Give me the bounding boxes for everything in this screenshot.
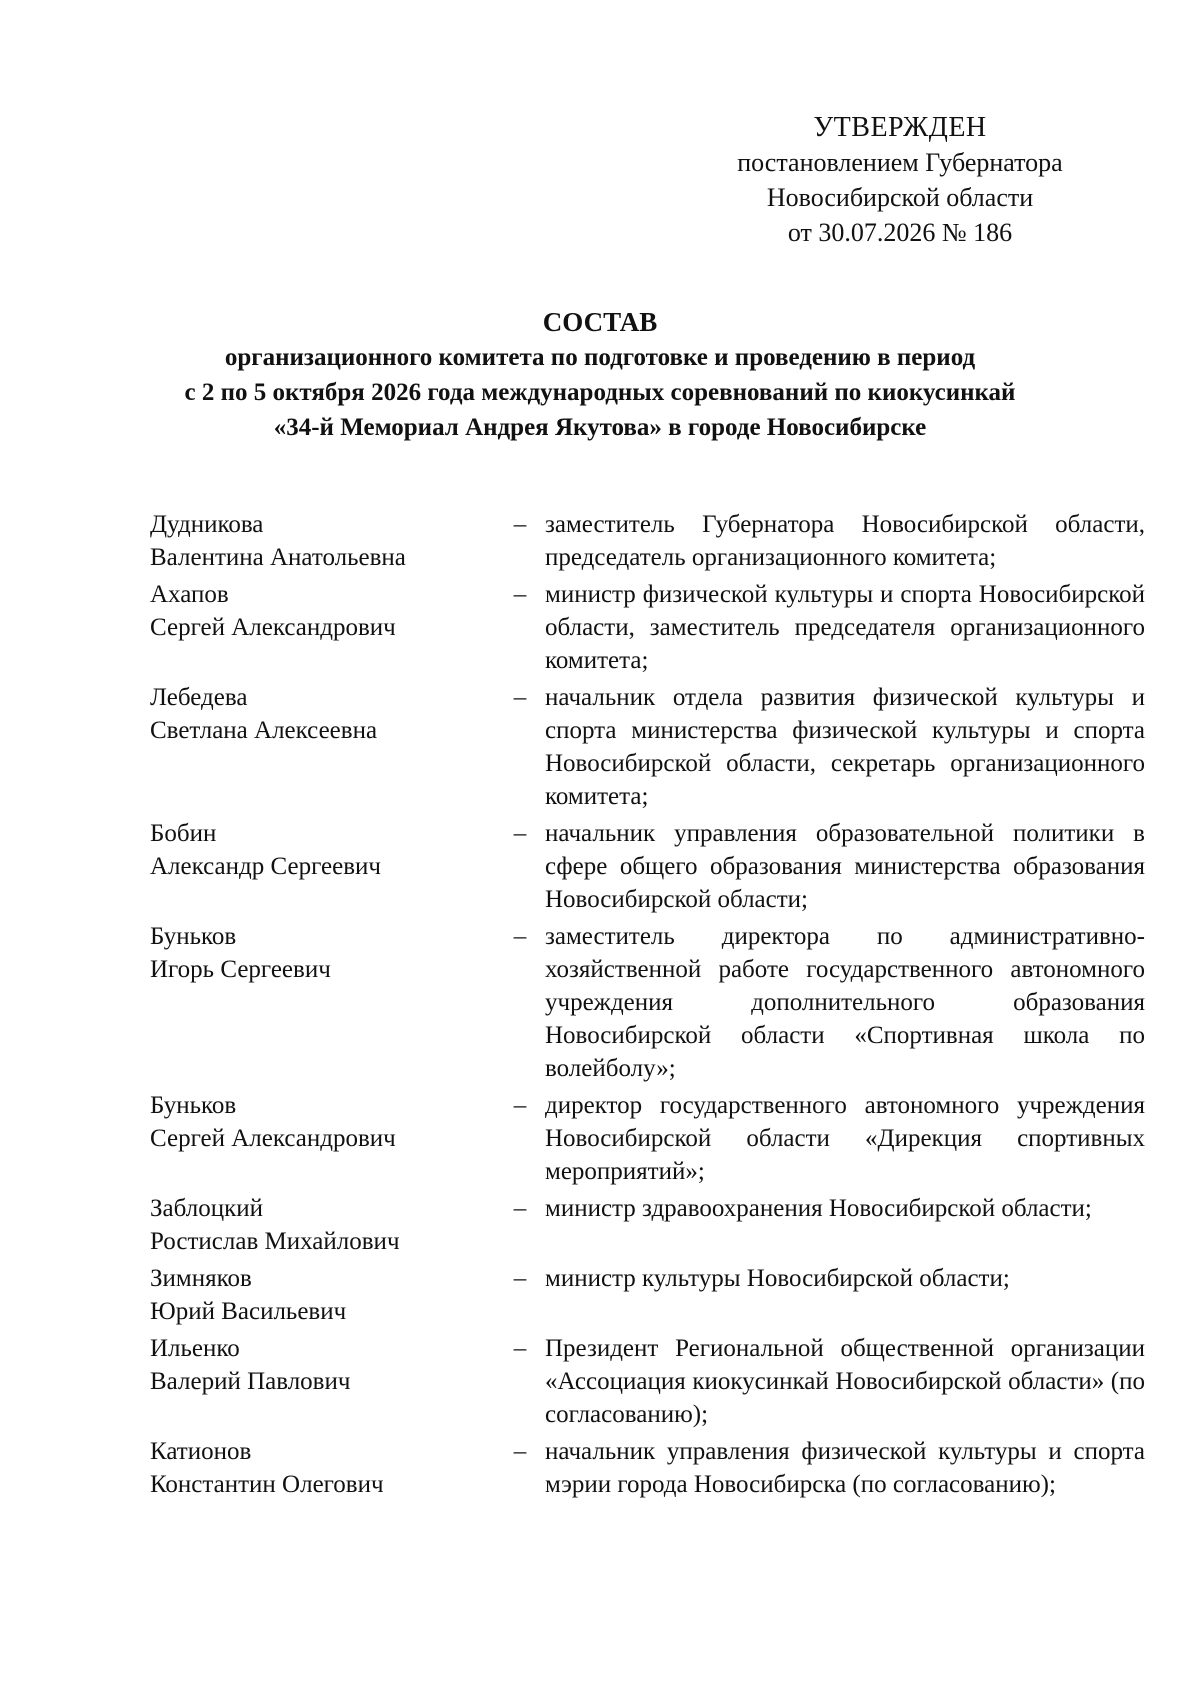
- member-row: [150, 1262, 1140, 1328]
- member-given-names: Ростислав Михайлович: [150, 1228, 400, 1255]
- member-surname: Зимняков: [150, 1265, 252, 1292]
- member-role: министр физической культуры и спорта Новосибирской области, заместитель председателя организационного комитета;: [545, 581, 1145, 674]
- member-name: [150, 1332, 495, 1431]
- member-row: [150, 817, 1145, 916]
- member-role: заместитель директора по административно-хозяйственной работе государственного автономного учреждения дополнительного образования Новосибирской области «Спортивная школа по волейболу»;: [545, 923, 1145, 1082]
- member-dash: –: [513, 511, 527, 538]
- member-role: Президент Региональной общественной организации «Ассоциация киокусинкай Новосибирской области» (по согласованию);: [545, 1335, 1145, 1428]
- member-given-names: Сергей Александрович: [150, 1125, 396, 1152]
- member-surname: Заблоцкий: [150, 1195, 263, 1222]
- member-dash: –: [513, 1195, 527, 1222]
- member-name: [150, 1192, 495, 1258]
- member-role: министр здравоохранения Новосибирской области;: [545, 1195, 1092, 1222]
- member-list: [150, 508, 1145, 1505]
- approval-line-2: Новосибирской области: [766, 183, 1034, 212]
- member-surname: Бобин: [150, 820, 217, 847]
- member-surname: Дудникова: [150, 511, 264, 538]
- member-row: [150, 508, 1145, 574]
- member-dash: –: [513, 1265, 527, 1292]
- member-name: [150, 508, 495, 574]
- member-row: [150, 1089, 1145, 1188]
- member-surname: Катионов: [150, 1438, 252, 1465]
- member-surname: Ахапов: [150, 581, 229, 608]
- member-role: министр культуры Новосибирской области;: [545, 1265, 1010, 1292]
- member-row: [150, 1435, 1145, 1501]
- member-given-names: Юрий Васильевич: [150, 1298, 347, 1325]
- member-row: [150, 1192, 1140, 1258]
- member-surname: Ильенко: [150, 1335, 240, 1362]
- member-given-names: Светлана Алексеевна: [150, 717, 378, 744]
- member-name: [150, 1089, 495, 1188]
- member-surname: Буньков: [150, 923, 237, 950]
- document-heading: [100, 305, 1100, 445]
- member-role: заместитель Губернатора Новосибирской области, председатель организационного комитета;: [545, 511, 1145, 571]
- member-dash: –: [513, 1438, 527, 1465]
- member-dash: –: [513, 684, 527, 711]
- heading-line-2: с 2 по 5 октября 2026 года международных соревнований по киокусинкай: [184, 379, 1016, 406]
- member-given-names: Константин Олегович: [150, 1471, 384, 1498]
- member-role: директор государственного автономного учреждения Новосибирской области «Дирекция спортивных мероприятий»;: [545, 1092, 1145, 1185]
- member-given-names: Валентина Анатольевна: [150, 544, 406, 571]
- member-given-names: Сергей Александрович: [150, 614, 396, 641]
- approval-line-1: постановлением Губернатора: [737, 148, 1063, 177]
- member-name: [150, 578, 495, 677]
- member-dash: –: [513, 1092, 527, 1119]
- heading-line-1: организационного комитета по подготовке и проведению в период: [224, 344, 976, 371]
- member-row: [150, 681, 1145, 813]
- member-dash: –: [513, 820, 527, 847]
- member-name: [150, 1262, 495, 1328]
- member-role: начальник отдела развития физической культуры и спорта министерства физической культуры и спорта Новосибирской области, секретарь организационного комитета;: [545, 684, 1145, 810]
- member-row: [150, 578, 1145, 677]
- member-given-names: Александр Сергеевич: [150, 853, 381, 880]
- member-dash: –: [513, 581, 527, 608]
- member-name: [150, 1435, 495, 1501]
- member-name: [150, 817, 495, 916]
- member-surname: Лебедева: [150, 684, 248, 711]
- member-surname: Буньков: [150, 1092, 237, 1119]
- member-given-names: Игорь Сергеевич: [150, 956, 331, 983]
- member-given-names: Валерий Павлович: [150, 1368, 351, 1395]
- member-row: [150, 920, 1145, 1085]
- member-name: [150, 920, 495, 1085]
- approval-line-3: от 30.07.2026 № 186: [787, 218, 1013, 247]
- member-name: [150, 681, 495, 813]
- heading-line-3: «34-й Мемориал Андрея Якутова» в городе Новосибирске: [273, 414, 927, 441]
- member-role: начальник управления физической культуры и спорта мэрии города Новосибирска (по согласованию);: [545, 1438, 1145, 1498]
- document-title: СОСТАВ: [542, 307, 658, 337]
- approval-title: УТВЕРЖДЕН: [813, 112, 987, 143]
- approval-stamp: [700, 110, 1100, 250]
- member-dash: –: [513, 923, 527, 950]
- member-row: [150, 1332, 1145, 1431]
- member-dash: –: [513, 1335, 527, 1362]
- member-role: начальник управления образовательной политики в сфере общего образования министерства образования Новосибирской области;: [545, 820, 1145, 913]
